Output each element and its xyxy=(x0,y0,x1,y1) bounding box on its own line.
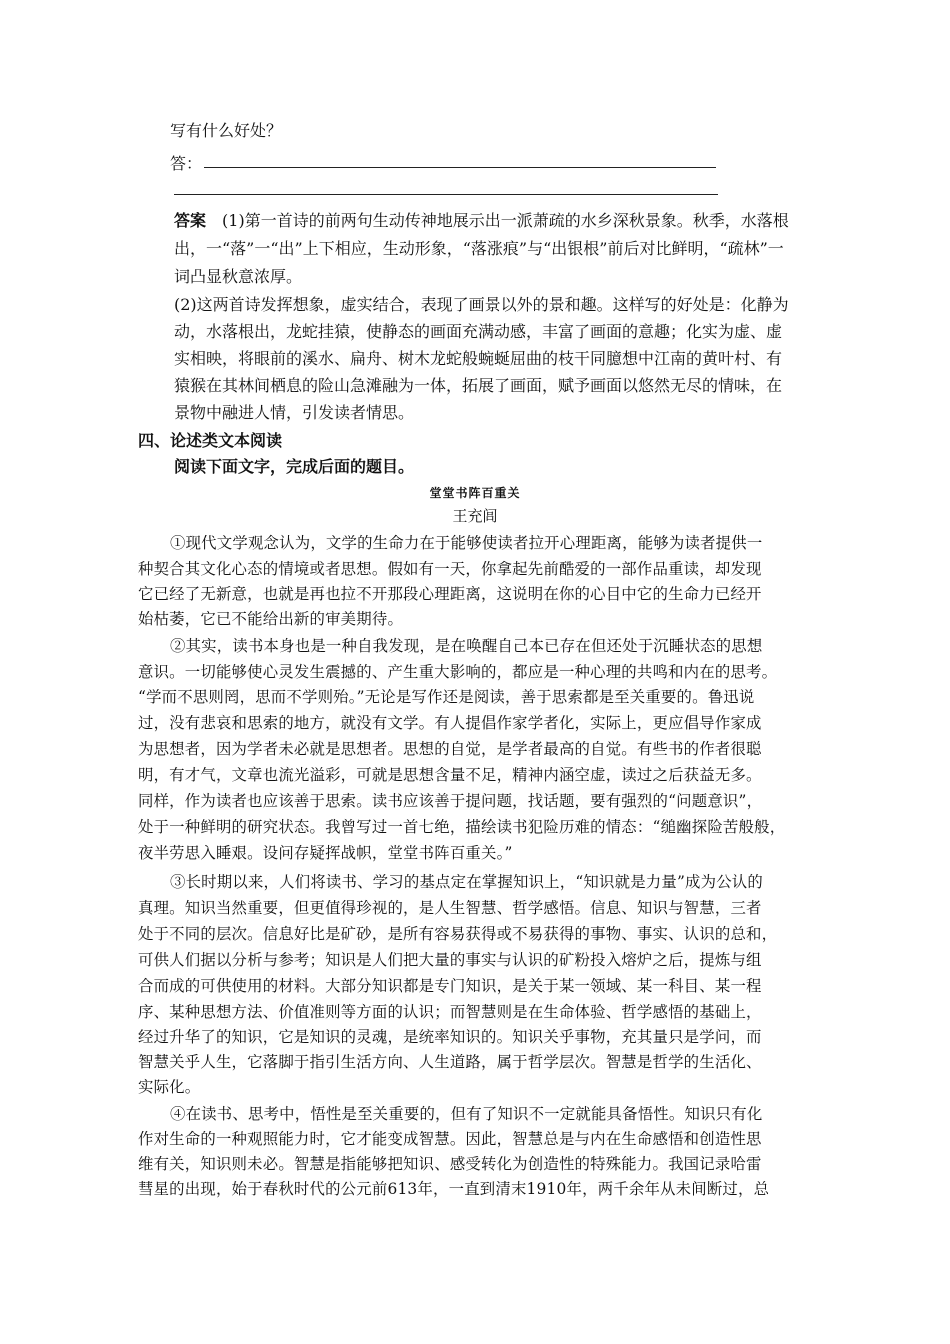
p1-line-2: 种契合其文化心态的情境或者思想。假如有一天，你拿起先前酷爱的一部作品重读，却发现 xyxy=(138,560,762,578)
p4-line-4: 彗星的出现，始于春秋时代的公元前613年，一直到清末1910年，两千余年从未间断过，总 xyxy=(138,1180,770,1198)
p1-line-3: 它已经了无新意，也就是再也拉不开那段心理距离，这说明在你的心目中它的生命力已经开 xyxy=(138,585,762,603)
p2-line-7: 同样，作为读者也应该善于思索。读书应该善于提问题，找话题，要有强烈的“问题意识”， xyxy=(138,792,763,810)
answer-heading: 答案 xyxy=(174,211,207,230)
p2-line-5: 为思想者，因为学者未必就是思想者。思想的自觉，是学者最高的自觉。有些书的作者很聪 xyxy=(138,740,762,758)
p3-line-1: ③长时期以来，人们将读书、学习的基点定在掌握知识上，“知识就是力量”成为公认的 xyxy=(170,873,763,891)
p2-line-6: 明，有才气，文章也流光溢彩，可就是思想含量不足，精神内涵空虚，读过之后获益无多。 xyxy=(138,766,762,784)
answer-blank-line-2[interactable] xyxy=(174,194,718,195)
p3-line-4: 可供人们据以分析与参考；知识是人们把大量的事实与认识的矿粉投入熔炉之后，提炼与组 xyxy=(138,951,762,969)
answer-part2-line-1: (2)这两首诗发挥想象，虚实结合，表现了画景以外的景和趣。这样写的好处是：化静为 xyxy=(174,295,789,314)
p4-line-3: 维有关，知识则未必。智慧是指能够把知识、感受转化为创造性的特殊能力。我国记录哈雷 xyxy=(138,1155,762,1173)
article-author: 王充闾 xyxy=(452,507,498,525)
answer-part2-line-2: 动，水落根出，龙蛇挂猿，使静态的画面充满动感，丰富了画面的意趣；化实为虚、虚 xyxy=(174,322,783,341)
p3-line-7: 经过升华了的知识，它是知识的灵魂，是统率知识的。知识关乎事物，充其量只是学问，而 xyxy=(138,1028,762,1046)
p2-line-8: 处于一种鲜明的研究状态。我曾写过一首七绝，描绘读书犯险历难的情态：“缒幽探险苦般般， xyxy=(138,818,786,836)
p3-line-2: 真理。知识当然重要，但更值得珍视的，是人生智慧、哲学感悟。信息、知识与智慧，三者 xyxy=(138,899,762,917)
question-prompt-tail: 写有什么好处？ xyxy=(170,121,283,140)
answer-part1-line-2: 出，一“落”一“出”上下相应，生动形象，“落涨痕”与“出银根”前后对比鲜明，“疏林”一 xyxy=(174,239,784,258)
p2-line-9: 夜半劳思入睡艰。设问存疑挥战帜，堂堂书阵百重关。” xyxy=(138,844,513,862)
p2-line-3: “学而不思则罔，思而不学则殆。”无论是写作还是阅读，善于思索都是至关重要的。鲁迅说 xyxy=(138,688,755,706)
answer-text: (1)第一首诗的前两句生动传神地展示出一派萧疏的水乡深秋景象。秋季，水落根 xyxy=(222,211,789,230)
answer-part1-line-1 xyxy=(174,208,789,231)
section-instruction: 阅读下面文字，完成后面的题目。 xyxy=(174,457,415,476)
p3-line-5: 合而成的可供使用的材料。大部分知识都是专门知识，是关于某一领域、某一科目、某一程 xyxy=(138,977,762,995)
p2-line-1: ②其实，读书本身也是一种自我发现，是在唤醒自己本已存在但还处于沉睡状态的思想 xyxy=(170,637,763,655)
p4-line-1: ④在读书、思考中，悟性是至关重要的，但有了知识不一定就能具备悟性。知识只有化 xyxy=(170,1105,763,1123)
answer-blank-line-1[interactable] xyxy=(204,167,716,168)
answer-part2-line-4: 猿猴在其林间栖息的险山急滩融为一体，拓展了画面，赋予画面以悠然无尽的情味，在 xyxy=(174,376,783,395)
p1-line-4: 始枯萎，它已不能给出新的审美期待。 xyxy=(138,610,404,628)
answer-label: 答： xyxy=(170,154,203,173)
p3-line-9: 实际化。 xyxy=(138,1078,201,1096)
p3-line-3: 处于不同的层次。信息好比是矿砂，是所有容易获得或不易获得的事物、事实、认识的总和， xyxy=(138,925,778,943)
p3-line-8: 智慧关乎人生，它落脚于指引生活方向、人生道路，属于哲学层次。智慧是哲学的生活化、 xyxy=(138,1053,762,1071)
p4-line-2: 作对生命的一种观照能力时，它才能变成智慧。因此，智慧总是与内在生命感悟和创造性思 xyxy=(138,1130,762,1148)
answer-part1-line-3: 词凸显秋意浓厚。 xyxy=(174,267,303,286)
answer-part2-line-5: 景物中融进人情，引发读者情思。 xyxy=(174,403,415,422)
p2-line-2: 意识。一切能够使心灵发生震撼的、产生重大影响的，都应是一种心理的共鸣和内在的思考。 xyxy=(138,663,778,681)
article-title: 堂堂书阵百重关 xyxy=(429,486,521,500)
p1-line-1: ①现代文学观念认为，文学的生命力在于能够使读者拉开心理距离，能够为读者提供一 xyxy=(170,534,763,552)
p2-line-4: 过，没有悲哀和思索的地方，就没有文学。有人提倡作家学者化，实际上，更应倡导作家成 xyxy=(138,714,762,732)
answer-part2-line-3: 实相映，将眼前的溪水、扁舟、树木龙蛇般蜿蜒屈曲的枝干同臆想中江南的黄叶村、有 xyxy=(174,349,783,368)
p3-line-6: 序、某种思想方法、价值准则等方面的认识；而智慧则是在生命体验、哲学感悟的基础上， xyxy=(138,1003,762,1021)
section-heading: 四、论述类文本阅读 xyxy=(138,431,283,450)
